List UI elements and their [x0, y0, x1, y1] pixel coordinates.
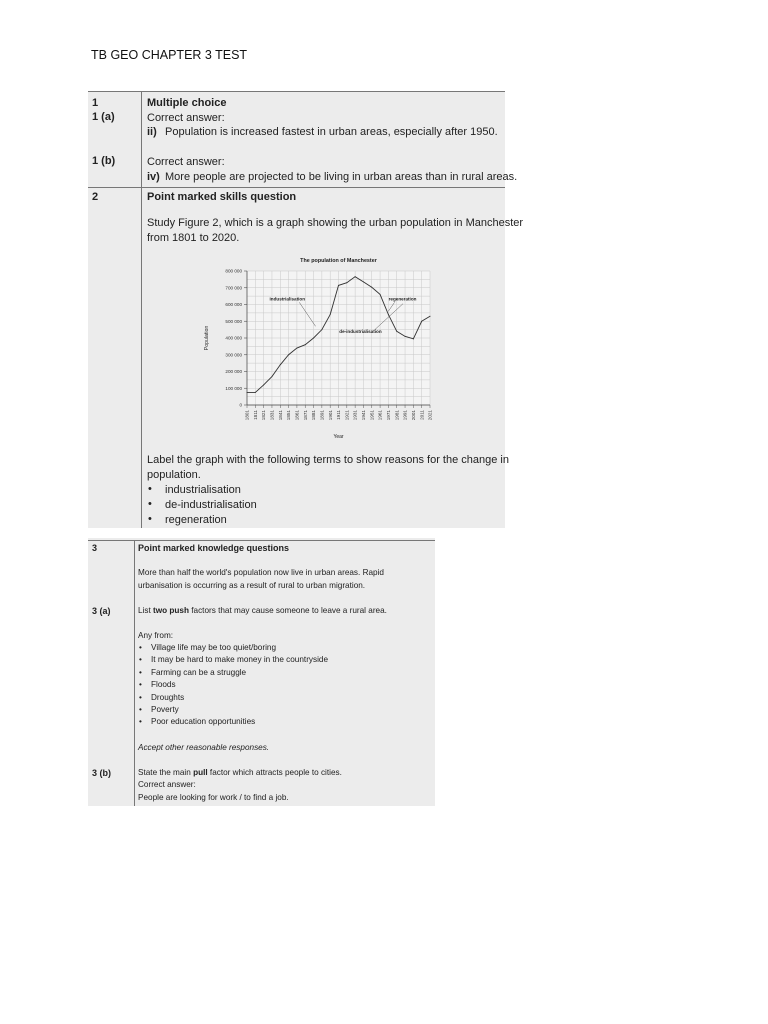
chart-x-tick-label: 1801 — [244, 410, 250, 421]
chart-x-tick-label: 1821 — [261, 410, 267, 421]
q3a-bullet: • — [139, 693, 142, 702]
q1-number: 1 — [92, 97, 99, 109]
chart-y-tick-label: 200 000 — [225, 369, 242, 375]
chart-x-tick-label: 1811 — [252, 410, 258, 420]
q3a-item-4: Floods — [151, 680, 176, 689]
q2-intro-line1: Study Figure 2, which is a graph showing the urban population in Manchester — [147, 217, 524, 229]
q3a-number: 3 (a) — [92, 606, 111, 616]
q3-heading: Point marked knowledge questions — [138, 543, 290, 553]
chart-x-tick-label: 2021 — [427, 410, 433, 421]
chart-x-axis-label: Year — [333, 434, 344, 440]
q2-number: 2 — [92, 191, 99, 203]
chart-x-tick-label: 1871 — [302, 410, 308, 421]
population-line-chart — [202, 253, 442, 443]
chart-data-point — [288, 354, 289, 355]
chart-y-tick-label: 700 000 — [225, 285, 242, 291]
q1a-number: 1 (a) — [92, 111, 115, 123]
table-column-divider — [134, 540, 135, 806]
chart-annotation-de-industrialisation: de-industrialisation — [339, 328, 382, 334]
q2-term-bullet: • — [148, 513, 152, 525]
chart-data-point — [255, 392, 256, 393]
q3b-correct-label: Correct answer: — [138, 780, 196, 789]
q3-intro-line2: urbanisation is occurring as a result of rural to urban migration. — [138, 581, 366, 590]
q1b-answer: More people are projected to be living in urban areas than in rural areas. — [165, 171, 518, 183]
q3b-question — [138, 769, 342, 777]
q3a-accept-note: Accept other reasonable responses. — [138, 743, 270, 752]
chart-data-point — [263, 384, 264, 385]
chart-data-point — [338, 285, 339, 286]
chart-data-point — [371, 287, 372, 288]
chart-x-tick-label: 1851 — [286, 410, 292, 421]
q3a-question-post: factors that may cause someone to leave a rural area. — [191, 606, 387, 615]
q2-intro-line2: from 1801 to 2020. — [147, 232, 240, 244]
q3b-question-pre: State the main — [138, 768, 191, 777]
chart-data-point — [363, 281, 364, 282]
chart-x-tick-label: 2011 — [419, 410, 425, 420]
chart-x-tick-label: 1901 — [327, 410, 333, 421]
q3a-item-2: It may be hard to make money in the countryside — [151, 655, 329, 664]
chart-annotation-regeneration: regeneration — [388, 296, 417, 302]
table-border-top — [88, 540, 435, 541]
chart-y-tick-label: 0 — [239, 402, 242, 408]
chart-annotation-industrialisation: industrialisation — [269, 296, 306, 302]
q3-number: 3 — [92, 543, 98, 553]
chart-x-tick-label: 1991 — [402, 410, 408, 421]
chart-x-tick-label: 1911 — [336, 410, 342, 420]
q2-term-bullet: • — [148, 498, 152, 510]
chart-x-tick-label: 1841 — [277, 410, 283, 421]
q1a-option: ii) — [147, 126, 157, 138]
q3b-question-bold: pull — [193, 768, 208, 777]
chart-x-tick-label: 1951 — [369, 410, 375, 421]
q3a-item-3: Farming can be a struggle — [151, 668, 247, 677]
chart-data-point — [271, 376, 272, 377]
q1b-number: 1 (b) — [92, 155, 116, 167]
chart-data-point — [346, 282, 347, 283]
q3a-bullet: • — [139, 668, 142, 677]
chart-x-tick-label: 1831 — [269, 410, 275, 421]
q3a-question — [138, 607, 387, 615]
chart-data-point — [321, 329, 322, 330]
chart-data-point — [247, 392, 248, 393]
q2-instruction-line1: Label the graph with the following terms to show reasons for the change in — [147, 454, 509, 466]
chart-data-point — [280, 364, 281, 365]
q3a-item-7: Poor education opportunities — [151, 717, 256, 726]
q3a-bullet: • — [139, 680, 142, 689]
q1b-correct-label: Correct answer: — [147, 156, 225, 168]
q3a-question-pre: List — [138, 606, 151, 615]
chart-data-point — [330, 314, 331, 315]
chart-y-tick-label: 100 000 — [225, 385, 242, 391]
chart-y-tick-label: 300 000 — [225, 352, 242, 358]
chart-x-tick-label: 1921 — [344, 410, 350, 421]
q3a-bullet: • — [139, 705, 142, 714]
chart-y-tick-label: 400 000 — [225, 335, 242, 341]
chart-data-point — [313, 338, 314, 339]
q3a-bullet: • — [139, 655, 142, 664]
chart-data-point — [355, 276, 356, 277]
chart-data-point — [305, 344, 306, 345]
chart-x-tick-label: 1971 — [386, 410, 392, 421]
chart-y-tick-label: 600 000 — [225, 302, 242, 308]
chart-x-tick-label: 1981 — [394, 410, 400, 421]
chart-x-tick-label: 1891 — [319, 410, 325, 421]
chart-data-point — [430, 316, 431, 317]
q3a-any-from: Any from: — [138, 631, 174, 640]
chart-data-point — [421, 321, 422, 322]
table-column-divider — [141, 91, 142, 528]
q1a-answer: Population is increased fastest in urban areas, especially after 1950. — [165, 126, 498, 138]
chart-x-tick-label: 1961 — [377, 410, 383, 421]
q3a-item-6: Poverty — [151, 705, 179, 714]
q1b-option: iv) — [147, 171, 160, 183]
q2-instruction-line2: population. — [147, 469, 201, 481]
chart-data-point — [396, 331, 397, 332]
q3b-answer: People are looking for work / to find a job. — [138, 793, 289, 802]
chart-data-point — [405, 336, 406, 337]
chart-x-tick-label: 2001 — [410, 410, 416, 421]
chart-data-point — [388, 314, 389, 315]
q2-term-2: de-industrialisation — [165, 499, 257, 511]
q3-intro-line1: More than half the world's population now live in urban areas. Rapid — [138, 568, 384, 577]
q3b-question-post: factor which attracts people to cities. — [209, 768, 342, 777]
chart-x-tick-label: 1861 — [294, 410, 300, 421]
answer-table-q1-q2 — [88, 91, 524, 528]
chart-x-tick-label: 1931 — [352, 410, 358, 421]
chart-x-tick-label: 1941 — [361, 410, 367, 421]
q1-heading: Multiple choice — [147, 97, 227, 109]
q3a-item-1: Village life may be too quiet/boring — [151, 643, 277, 652]
table-border-top — [88, 91, 505, 92]
table-row-divider — [88, 187, 505, 188]
chart-data-point — [413, 338, 414, 339]
q3b-number: 3 (b) — [92, 768, 111, 778]
chart-y-tick-label: 800 000 — [225, 268, 242, 274]
chart-y-axis-label: Population — [204, 325, 210, 351]
chart-data-point — [296, 348, 297, 349]
chart-x-tick-label: 1881 — [311, 410, 317, 421]
q2-term-1: industrialisation — [165, 484, 241, 496]
chart-y-tick-label: 500 000 — [225, 318, 242, 324]
answer-table-q3 — [88, 538, 435, 806]
q1a-correct-label: Correct answer: — [147, 112, 225, 124]
q3a-bullet: • — [139, 643, 142, 652]
q3a-bullet: • — [139, 717, 142, 726]
q2-heading: Point marked skills question — [147, 191, 297, 203]
document-title: TB GEO CHAPTER 3 TEST — [91, 48, 248, 62]
chart-title: The population of Manchester — [300, 258, 377, 264]
q3a-question-bold: two push — [153, 606, 189, 615]
q3a-item-5: Droughts — [151, 693, 185, 702]
q2-term-bullet: • — [148, 483, 152, 495]
q2-term-3: regeneration — [165, 514, 227, 526]
chart-data-point — [380, 294, 381, 295]
